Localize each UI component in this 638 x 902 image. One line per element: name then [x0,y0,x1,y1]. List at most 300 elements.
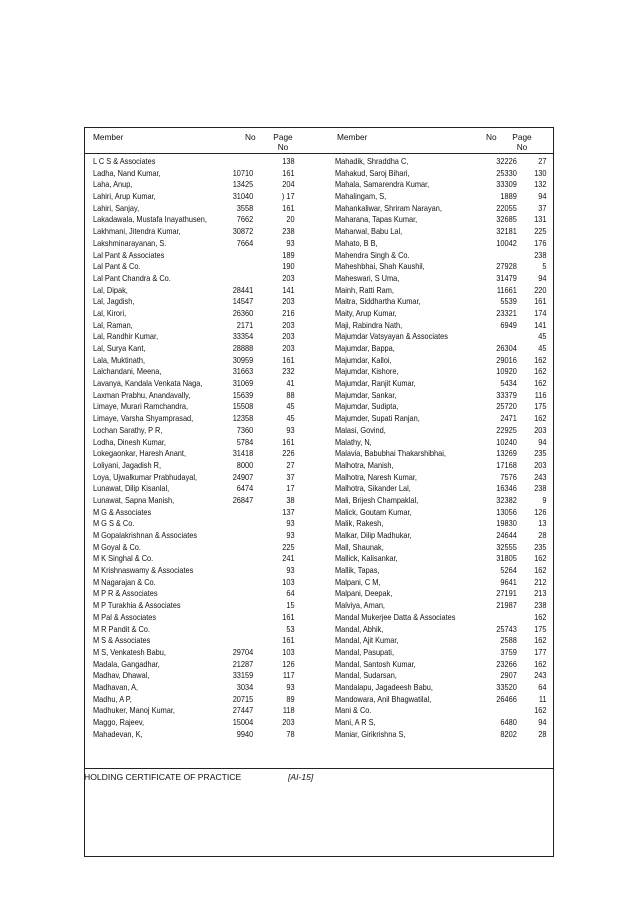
member-name: M S & Associates [93,636,151,646]
table-row [93,565,295,577]
member-name: Maniar, Girikrishna S, [335,729,406,739]
right-header-page: Page No [512,132,532,152]
member-number: 32181 [496,227,517,237]
left-header-page: Page No [273,132,293,152]
page-number: 13 [538,519,547,529]
member-name: Lokegaonkar, Haresh Anant, [93,449,186,459]
table-row [93,179,295,191]
member-name: M Gopalakrishnan & Associates [93,531,198,540]
member-name: Mallick, Kalisankar, [335,554,398,564]
page-number: 93 [286,519,295,529]
table-row [335,705,547,717]
member-name: Majumder, Supati Ranjan, [335,414,420,424]
member-number: 15639 [232,390,254,400]
member-number: 1889 [500,192,517,202]
page-number: 243 [534,671,547,681]
member-name: Majumdar, Ranjit Kumar, [335,379,416,389]
table-row [93,168,295,180]
table-row [335,588,547,600]
member-name: Lal, Jagdish, [93,297,135,307]
table-row [335,378,547,390]
member-number: 7662 [236,215,254,225]
page-number: 130 [534,168,547,178]
page-number: 94 [538,273,547,283]
member-number: 32382 [496,495,517,505]
page-number: 238 [534,484,547,494]
table-row [335,343,547,355]
page-number: 203 [534,425,547,435]
member-name: Madhavan, A, [93,682,139,692]
page-number: 161 [282,437,295,447]
member-number: 13269 [496,449,517,459]
table-row [93,624,295,636]
table-row [335,612,547,624]
member-number: 2907 [500,671,517,681]
table-row [335,624,547,636]
member-name: Lahiri, Sanjay, [93,203,140,213]
member-name: L C S & Associates [93,157,156,166]
member-number: 30872 [232,227,254,237]
member-name: Malhotra, Naresh Kumar, [335,472,417,482]
member-number: 3034 [236,682,254,692]
member-number: 33309 [496,180,517,190]
table-row [93,320,295,332]
table-row [335,226,547,238]
table-row [335,413,547,425]
table-row [93,600,295,612]
table-row [335,437,547,449]
table-row [93,659,295,671]
table-row [93,694,295,706]
page-number: 20 [286,215,295,225]
page-number: 88 [286,390,295,400]
page-number: 203 [282,297,295,307]
page-number: 131 [534,215,547,225]
table-row [93,437,295,449]
table-row [93,156,295,168]
member-name: Mandal Mukerjee Datta & Associates [335,612,456,622]
table-row [335,717,547,729]
page-number: 93 [286,238,295,248]
member-number: 10042 [496,238,517,248]
member-number: 2471 [500,414,517,424]
table-row [93,413,295,425]
page-number: 37 [538,203,547,213]
member-number: 22925 [496,425,517,435]
page-number: 64 [286,589,295,599]
table-row [335,191,547,203]
member-number: 27447 [232,706,254,716]
member-name: Madhu, A P, [93,694,132,704]
member-number: 8202 [500,729,517,739]
member-name: Lal, Kirori, [93,308,127,318]
member-name: Malpani, C M, [335,577,381,587]
table-row [335,320,547,332]
table-row [335,355,547,367]
table-row [335,553,547,565]
member-name: Maji, Rabindra Nath, [335,320,403,330]
member-number: 33520 [496,682,517,692]
page-number: 9 [542,495,547,505]
page-number: 161 [282,612,295,622]
table-row [335,214,547,226]
page-number: 45 [286,414,295,424]
member-number: 12358 [232,414,254,424]
page-number: 238 [534,601,547,611]
member-name: Laxman Prabhu, Anandavally, [93,390,191,400]
right-column [335,156,547,740]
member-number: 31805 [496,554,517,564]
member-name: Lala, Muktinath, [93,355,146,365]
member-name: Lochan Sarathy, P R, [93,425,163,435]
table-row [93,273,295,285]
table-row [335,577,547,589]
member-name: Majumdar, Sankar, [335,390,397,400]
page-number: 235 [534,449,547,459]
page-number: 204 [282,180,295,190]
member-name: Mahala, Samarendra Kumar, [335,180,430,190]
member-name: Lakadawala, Mustafa Inayathusen, [93,215,207,225]
member-name: Malhotra, Sikander Lal, [335,484,411,494]
page-number: 161 [534,297,547,307]
page-number: 162 [534,554,547,564]
page-number: 161 [282,636,295,646]
page-number: 141 [282,285,295,295]
table-row [335,448,547,460]
table-row [335,179,547,191]
page-number: 17 [286,484,295,494]
table-row [93,530,295,542]
page-number: 15 [286,601,295,611]
member-name: Lodha, Dinesh Kumar, [93,437,166,447]
member-name: Mahalingam, S, [335,192,387,202]
member-number: 16346 [496,484,517,494]
table-row [335,682,547,694]
table-row [93,647,295,659]
table-row [93,705,295,717]
table-row [335,565,547,577]
member-number: 23321 [496,308,517,318]
left-column [93,156,295,740]
page-number: 162 [534,355,547,365]
table-row [93,448,295,460]
member-number: 7664 [236,238,254,248]
page-number: 93 [286,425,295,435]
page-number: 212 [534,577,547,587]
member-number: 13056 [496,507,517,517]
member-number: 31040 [232,192,254,202]
member-name: Majumdar, Bappa, [335,344,395,353]
right-header-no: No [486,132,497,142]
table-row [93,635,295,647]
table-row [335,647,547,659]
member-name: Mandal, Pasupati, [335,647,394,657]
table-row [93,331,295,343]
member-number: 2171 [236,320,254,330]
table-row [335,472,547,484]
page-number: 175 [534,402,547,412]
page-number: 162 [534,636,547,646]
table-row [93,203,295,215]
table-row [93,717,295,729]
member-number: 24907 [232,472,254,482]
member-number: 21287 [232,659,254,669]
page-number: 226 [282,449,295,459]
table-row [335,250,547,262]
page-number: 216 [282,308,295,318]
member-name: Malpani, Deepak, [335,589,393,599]
page-number: 89 [286,694,295,704]
member-number: 22055 [496,203,517,213]
page-number: 45 [538,344,547,353]
member-number: 26466 [496,694,517,704]
header-divider [85,153,553,154]
table-row [93,460,295,472]
member-name: Majumdar, Sudipta, [335,402,399,412]
table-row [93,261,295,273]
member-number: 31418 [232,449,254,459]
member-name: Mainh, Ratti Ram, [335,285,394,295]
member-name: Mahadevan, K, [93,729,143,739]
page-number: 11 [538,694,547,704]
page-number: 78 [286,729,295,739]
table-row [93,483,295,495]
member-name: M S, Venkatesh Babu, [93,647,166,657]
member-name: Mall, Shaunak, [335,542,384,552]
table-row [93,577,295,589]
member-number: 3759 [500,647,517,657]
table-row [93,612,295,624]
page-number: 138 [282,157,295,166]
page-number: 93 [286,566,295,576]
member-name: Limaye, Murari Ramchandra, [93,402,189,412]
member-name: Lalchandani, Meena, [93,367,162,377]
table-row [93,425,295,437]
table-row [335,495,547,507]
member-number: 27928 [496,262,517,272]
member-number: 5784 [236,437,254,447]
table-row [93,214,295,226]
page-number: 161 [282,355,295,365]
member-name: Maggo, Rajeev, [93,718,145,727]
member-name: Malavia, Babubhai Thakarshibhai, [335,449,446,459]
page-number: 103 [282,577,295,587]
member-number: 28888 [232,344,254,353]
member-name: Madhav, Dhawal, [93,671,150,681]
member-name: M Goyal & Co. [93,542,141,552]
table-row [335,203,547,215]
member-name: M K Singhal & Co. [93,554,154,564]
table-row [93,308,295,320]
page-number: 177 [534,647,547,657]
page-number: 126 [534,507,547,517]
member-number: 21987 [496,601,517,611]
page-number: 213 [534,589,547,599]
table-row [335,483,547,495]
member-name: M Pal & Associates [93,612,157,622]
member-name: Lakhmani, Jitendra Kumar, [93,227,181,237]
table-row [335,308,547,320]
table-row [335,156,547,168]
page-number: 238 [282,227,295,237]
member-name: Mali, Brijesh Champaklal, [335,495,419,505]
table-row [335,366,547,378]
member-name: Lunawat, Dilip Kisanlal, [93,484,170,494]
member-number: 8000 [236,460,254,470]
member-number: 30959 [232,355,254,365]
page-number: 116 [534,390,547,400]
page-number: 94 [538,192,547,202]
member-number: 26304 [496,344,517,353]
page-number: 161 [282,203,295,213]
member-name: Lal, Raman, [93,320,133,330]
member-name: M P Turakhia & Associates [93,601,181,611]
member-number: 24644 [496,531,517,540]
table-row [93,401,295,413]
member-number: 25330 [496,168,517,178]
member-name: Lal, Dipak, [93,285,128,295]
page-number: 162 [534,566,547,576]
table-row [93,542,295,554]
member-number: 7360 [236,425,254,435]
page-number: 27 [538,157,547,166]
page-number: 53 [286,624,295,634]
member-name: Maharwal, Babu Lal, [335,227,403,237]
member-name: Mahankaliwar, Shriram Narayan, [335,203,442,213]
member-name: Mandal, Sudarsan, [335,671,397,681]
table-row [93,588,295,600]
left-header-member: Member [93,132,124,142]
page-number: 238 [534,250,547,260]
member-name: Mani & Co. [335,706,372,716]
page-number: 103 [282,647,295,657]
page-number: 141 [534,320,547,330]
page-number: 190 [282,262,295,272]
table-row [335,729,547,741]
member-number: 25720 [496,402,517,412]
member-name: Loya, Ujwalkumar Prabhudayal, [93,472,198,482]
member-name: Malick, Goutam Kumar, [335,507,412,517]
footer-page-ref: [AI-15] [288,772,314,782]
page-number: 161 [282,168,295,178]
member-name: Madhuker, Manoj Kumar, [93,706,175,716]
member-number: 5434 [500,379,517,389]
member-name: Maity, Arup Kumar, [335,308,397,318]
member-name: Lal, Surya Kant, [93,344,146,353]
footer-divider [84,768,554,769]
member-number: 10920 [496,367,517,377]
page-number: 132 [534,180,547,190]
page-number: 117 [282,671,295,681]
table-row [93,238,295,250]
member-number: 29704 [232,647,254,657]
page-number: 118 [282,706,295,716]
member-number: 11661 [496,285,517,295]
table-row [335,460,547,472]
table-row [335,401,547,413]
member-number: 32226 [496,157,517,166]
table-row [93,285,295,297]
page-number: 28 [538,729,547,739]
page-number: 162 [534,379,547,389]
table-row [335,600,547,612]
member-number: 5539 [500,297,517,307]
member-name: Lavanya, Kandala Venkata Naga, [93,379,203,389]
member-name: M Krishnaswamy & Associates [93,566,194,576]
member-name: Malik, Rakesh, [335,519,384,529]
member-name: Mandal, Santosh Kumar, [335,659,416,669]
member-number: 33159 [232,671,254,681]
page-number: 203 [282,344,295,353]
member-name: Malviya, Aman, [335,601,385,611]
table-row [93,729,295,741]
member-name: Mahendra Singh & Co. [335,250,410,260]
member-number: 10240 [496,437,517,447]
member-number: 5264 [500,566,517,576]
table-row [335,238,547,250]
member-name: Loliyani, Jagadish R, [93,460,162,470]
page-number: 162 [534,659,547,669]
member-name: Lal Pant & Co. [93,262,141,272]
member-name: Lunawat, Sapna Manish, [93,495,175,505]
member-number: 27191 [496,589,517,599]
page-number: 38 [286,495,295,505]
table-row [335,285,547,297]
member-name: Mandowara, Anil Bhagwatilal, [335,694,432,704]
member-number: 10710 [232,168,254,178]
member-number: 9940 [236,729,254,739]
table-row [335,296,547,308]
page-number: 93 [286,531,295,540]
member-number: 9641 [500,577,517,587]
page-number: 5 [542,262,547,272]
table-row [93,366,295,378]
member-name: Lal Pant & Associates [93,250,165,260]
member-name: Mandal, Abhik, [335,624,384,634]
member-number: 19830 [496,519,517,529]
member-name: Maitra, Siddhartha Kumar, [335,297,421,307]
member-number: 15508 [232,402,254,412]
table-row [335,635,547,647]
table-row [335,261,547,273]
table-row [335,273,547,285]
table-row [93,226,295,238]
member-name: Madala, Gangadhar, [93,659,160,669]
member-number: 3558 [236,203,254,213]
page-number: 162 [534,414,547,424]
page-number: 94 [538,437,547,447]
member-number: 33354 [232,332,254,342]
member-name: Maheshbhai, Shah Kaushil, [335,262,425,272]
page-number: 162 [534,612,547,622]
page-number: 45 [538,332,547,342]
table-row [335,670,547,682]
member-name: Mallik, Tapas, [335,566,380,576]
page-number: 203 [282,718,295,727]
member-name: Mahakud, Saroj Bihari, [335,168,410,178]
member-name: Mandal, Ajit Kumar, [335,636,399,646]
table-row [93,355,295,367]
member-number: 26360 [232,308,254,318]
member-number: 29016 [496,355,517,365]
member-name: Maharana, Tapas Kumar, [335,215,418,225]
page-number: 28 [538,531,547,540]
member-name: Lal, Randhir Kumar, [93,332,159,342]
page-number: 45 [286,402,295,412]
member-name: Majumdar Vatsyayan & Associates [335,332,448,342]
table-row [335,331,547,343]
member-number: 31069 [232,379,254,389]
